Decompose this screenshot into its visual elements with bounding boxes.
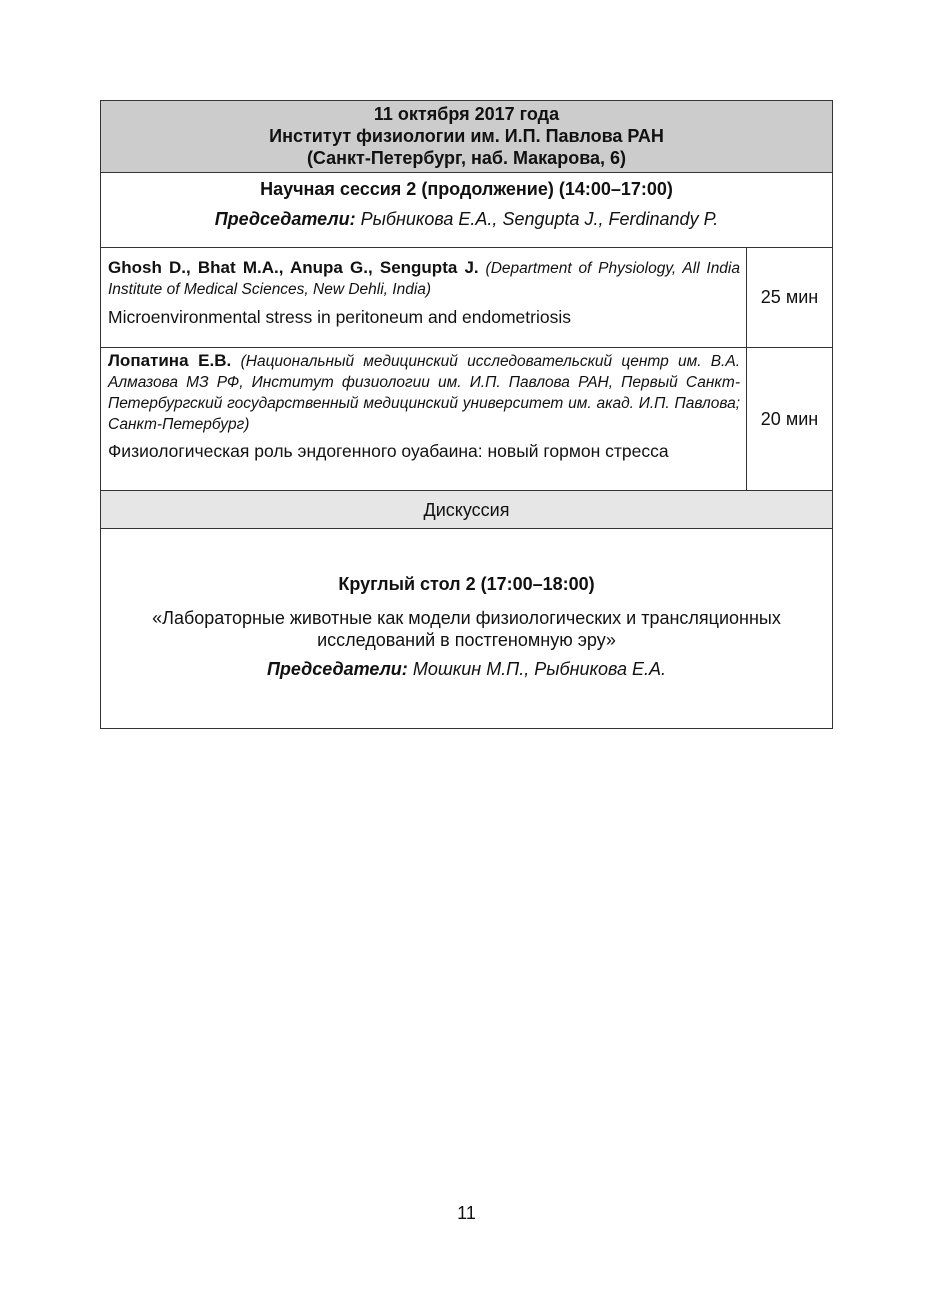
roundtable-chairs: [101, 657, 832, 681]
event-date: 11 октября 2017 года: [373, 104, 560, 124]
chairs-label: Председатели:: [266, 659, 408, 679]
talk-duration: 25 мин: [760, 287, 819, 307]
talk-title: Физиологическая роль эндогенного оуабаина: новый гормон стресса: [108, 441, 669, 461]
talk-authors: Лопатина Е.В.: [108, 351, 232, 370]
talk-entry: [101, 248, 832, 348]
session-heading: [101, 173, 832, 248]
date-venue-header: [101, 101, 832, 173]
talk-affiliation: (Department of Physiology, All India Institute of Medical Sciences, New Dehli, India): [108, 260, 740, 298]
talk-affiliation: (Национальный медицинский исследовательский центр им. В.А. Алмазова МЗ РФ, Институт физиологии им. И.П. Павлова РАН, Первый Санкт-Петербургский государственный медицинский университет им. акад. И.П. Павлова; Санкт-Петербург): [108, 353, 741, 433]
talk-content: [101, 348, 747, 490]
roundtable-title: Круглый стол 2 (17:00–18:00): [338, 574, 595, 594]
roundtable-topic: «Лабораторные животные как модели физиологических и трансляционных исследований в постгеномную эру»: [152, 608, 781, 650]
discussion-row: Дискуссия: [101, 491, 832, 529]
chairs-label: Председатели:: [214, 209, 356, 229]
session-chairs: [109, 207, 824, 231]
venue-name: Институт физиологии им. И.П. Павлова РАН: [269, 126, 664, 146]
talk-entry: [101, 348, 832, 491]
venue-address: (Санкт-Петербург, наб. Макарова, 6): [306, 148, 627, 168]
chairs-names: Мошкин М.П., Рыбникова Е.А.: [412, 659, 667, 679]
talk-content: [101, 248, 747, 347]
chairs-names: Рыбникова Е.А., Sengupta J., Ferdinandy P.: [360, 209, 719, 229]
program-table: [100, 100, 833, 729]
roundtable-section: [101, 529, 832, 728]
talk-authors: Ghosh D., Bhat M.A., Anupa G., Sengupta J.: [108, 258, 479, 277]
session-title: Научная сессия 2 (продолжение) (14:00–17:00): [260, 179, 673, 199]
page-number: 11: [457, 1203, 476, 1223]
talk-duration: 20 мин: [760, 408, 819, 429]
talk-title: Microenvironmental stress in peritoneum and endometriosis: [108, 307, 571, 327]
